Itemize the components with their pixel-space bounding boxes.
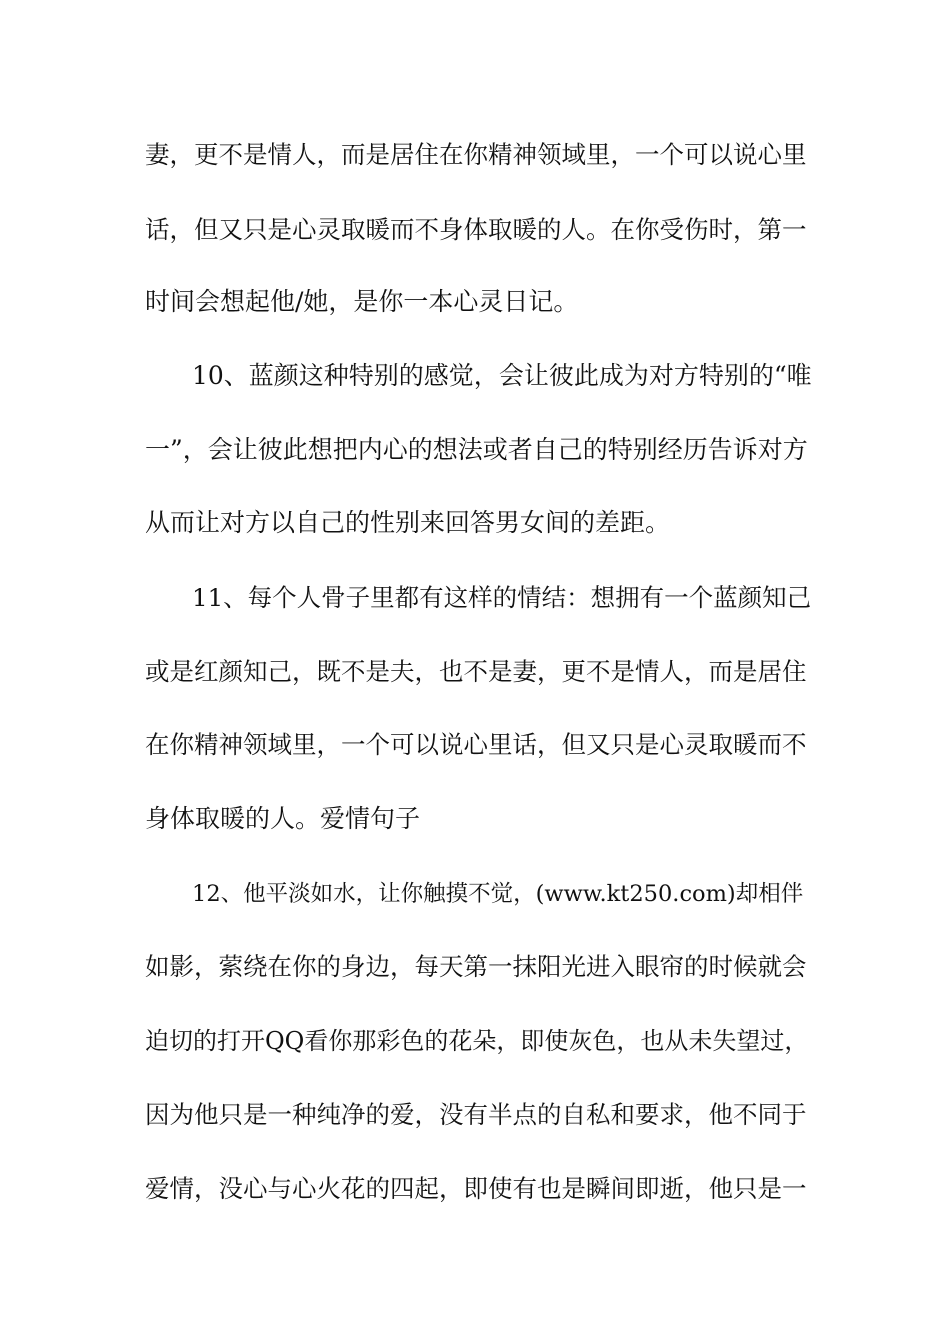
text-line: 迫切的打开QQ看你那彩色的花朵，即使灰色，也从未失望过， <box>145 1027 809 1055</box>
text-line: 妻，更不是情人，而是居住在你精神领域里，一个可以说心里 <box>145 140 807 169</box>
text-line: 从而让对方以自己的性别来回答男女间的差距。 <box>145 508 671 537</box>
text-line: 或是红颜知己，既不是夫，也不是妻，更不是情人，而是居住 <box>145 657 807 686</box>
text-line: 因为他只是一种纯净的爱，没有半点的自私和要求，他不同于 <box>145 1100 807 1129</box>
text-line: 时间会想起他/她，是你一本心灵日记。 <box>145 287 579 316</box>
paragraph-11-first-line: 11、每个人骨子里都有这样的情结：想拥有一个蓝颜知己 <box>192 583 812 612</box>
text-line: 爱情，没心与心火花的四起，即使有也是瞬间即逝，他只是一 <box>145 1174 807 1203</box>
text-line: 身体取暖的人。爱情句子 <box>145 804 421 833</box>
text-line: 一”，会让彼此想把内心的想法或者自己的特别经历告诉对方 <box>145 435 808 464</box>
text-line: 如影，萦绕在你的身边，每天第一抹阳光进入眼帘的时候就会 <box>145 952 807 981</box>
text-line: 话，但又只是心灵取暖而不身体取暖的人。在你受伤时，第一 <box>145 215 807 244</box>
paragraph-10-first-line: 10、蓝颜这种特别的感觉，会让彼此成为对方特别的“唯 <box>192 361 812 390</box>
paragraph-12-first-line: 12、他平淡如水，让你触摸不觉，(www.kt250.com)却相伴 <box>192 881 804 907</box>
text-line: 在你精神领域里，一个可以说心里话，但又只是心灵取暖而不 <box>145 730 807 759</box>
